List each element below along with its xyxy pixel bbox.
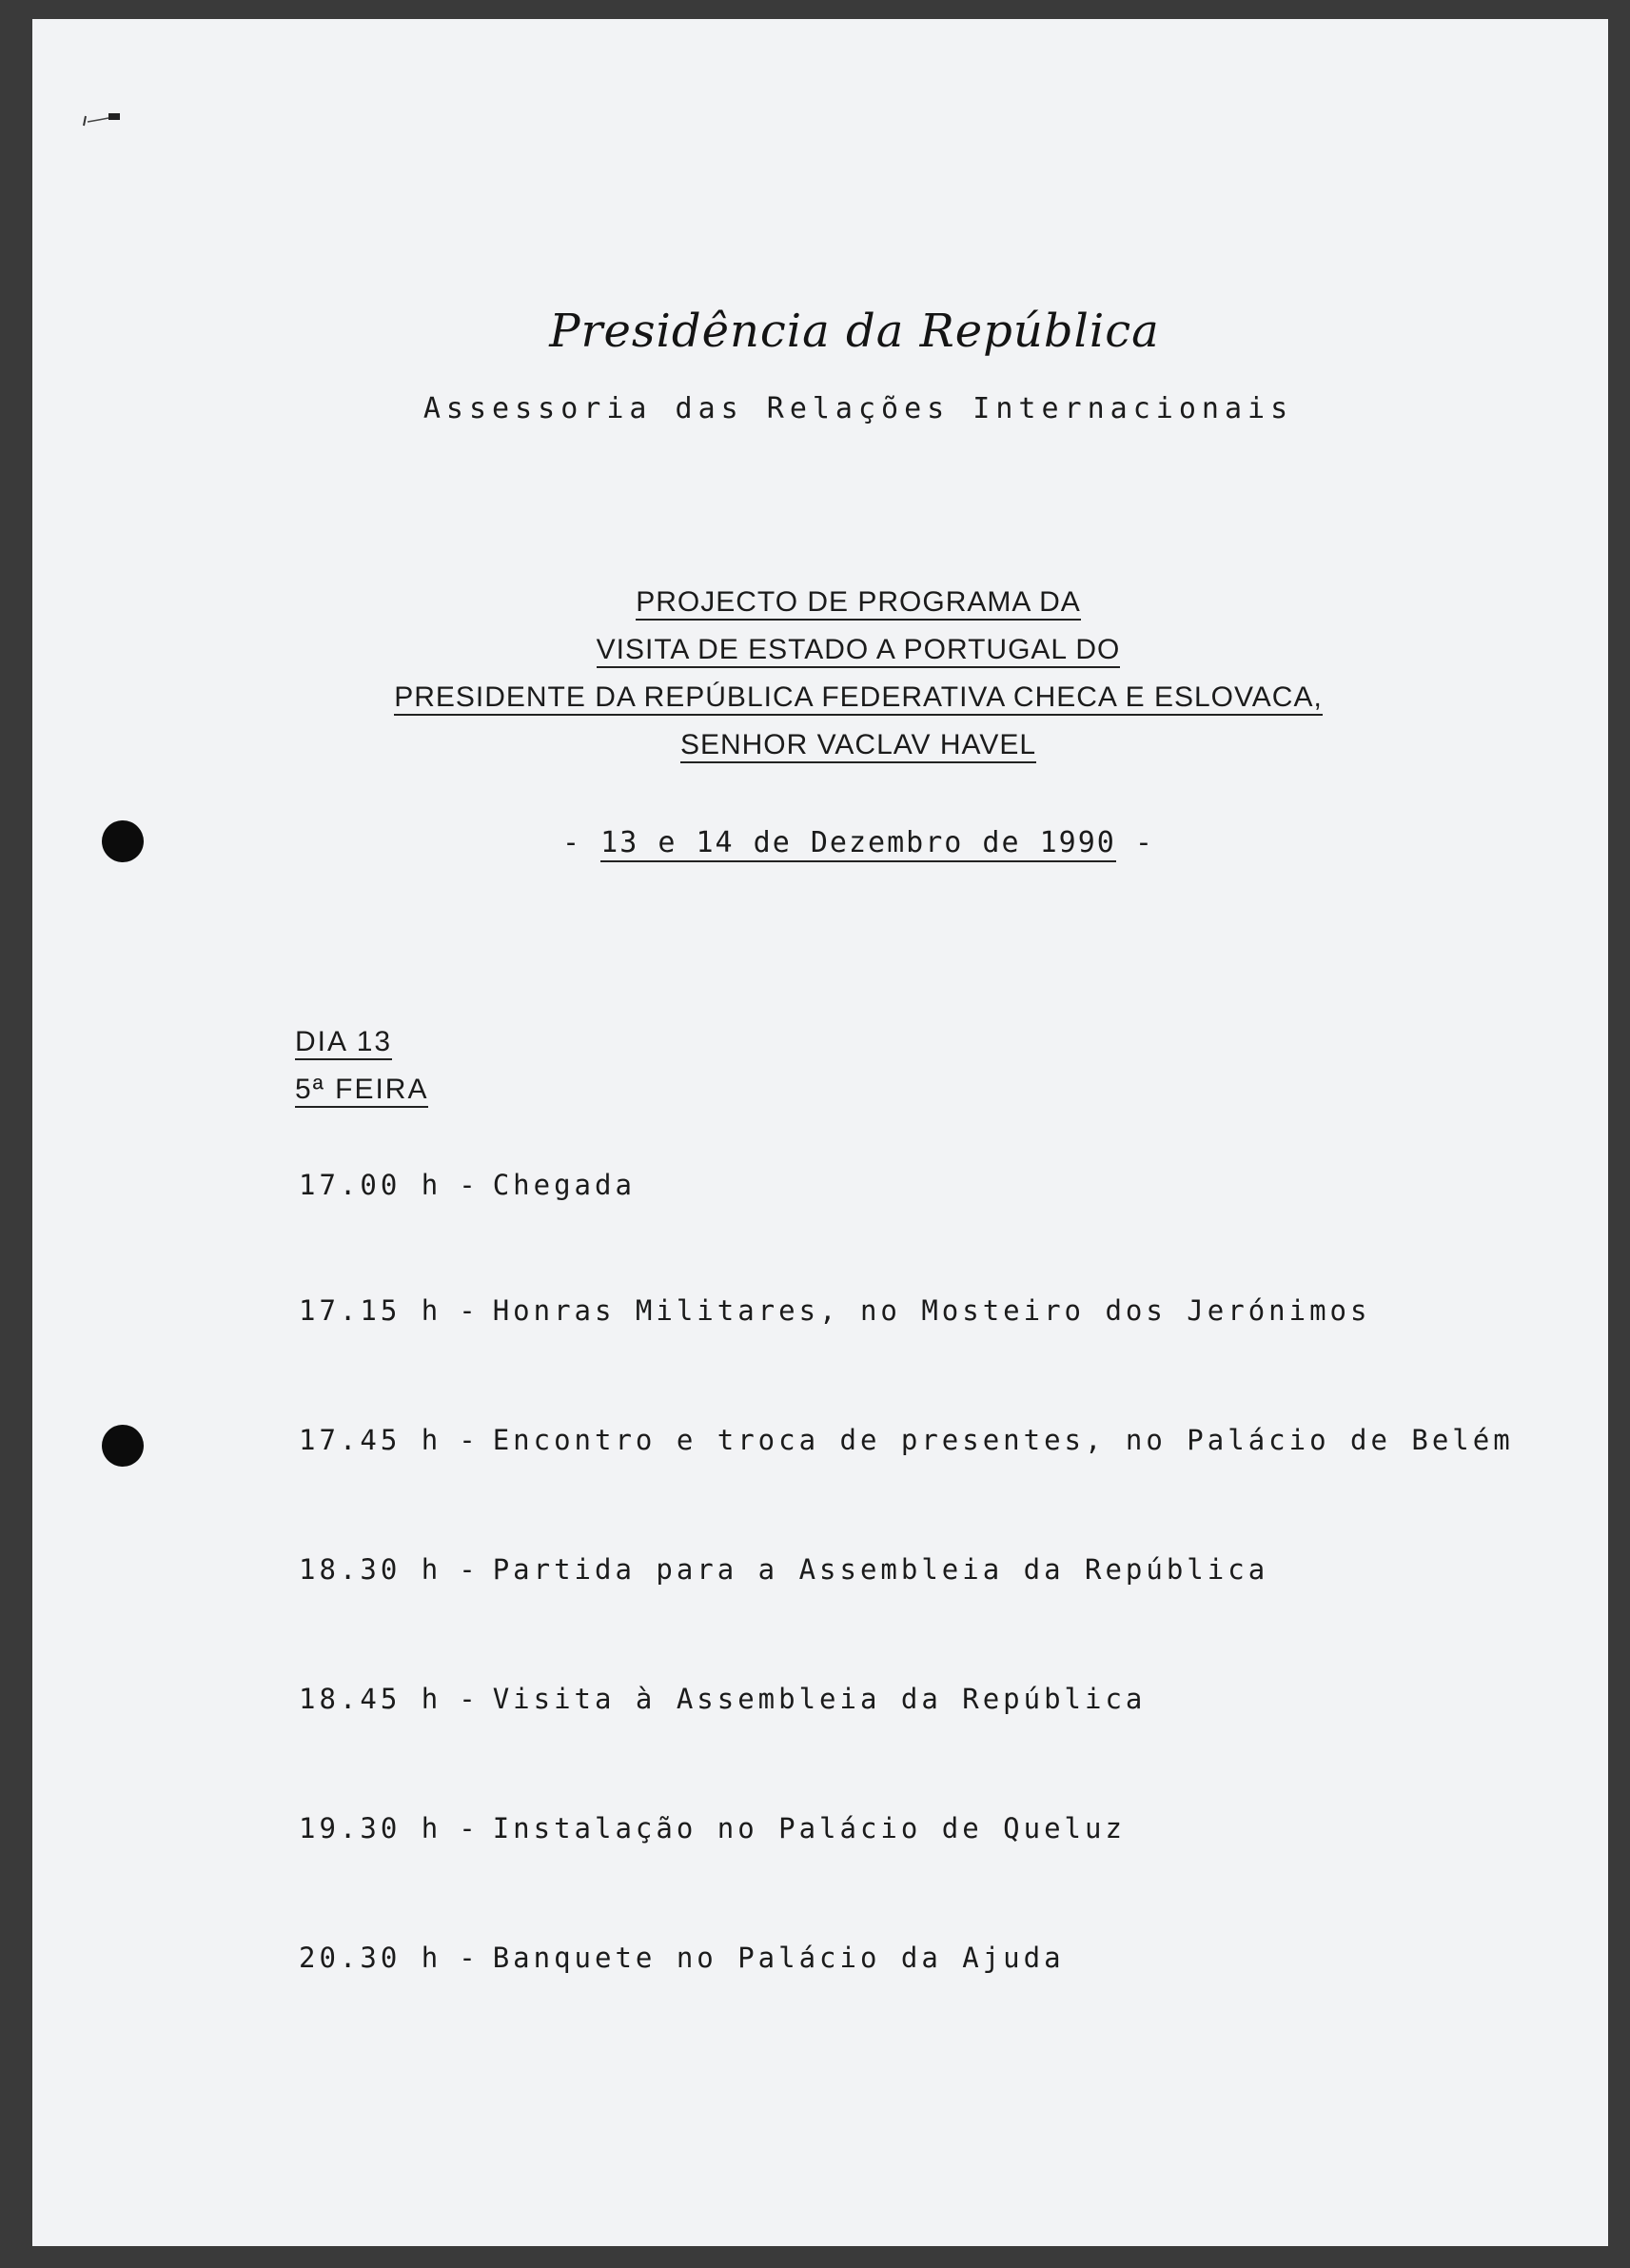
- letterhead-department: Assessoria das Relações Internacionais: [422, 392, 1294, 425]
- schedule-time: 20.30 h: [299, 1942, 442, 1974]
- schedule-event: Visita à Assembleia da República: [492, 1683, 1147, 1715]
- schedule-time: 19.30 h: [299, 1812, 442, 1844]
- schedule-time: 17.00 h: [299, 1169, 442, 1201]
- schedule-time: 17.15 h: [299, 1294, 442, 1327]
- visit-dates: - 13 e 14 de Dezembro de 1990 -: [70, 826, 1630, 859]
- schedule-event: Partida para a Assembleia da República: [492, 1553, 1269, 1586]
- schedule-time: 18.45 h: [299, 1683, 442, 1715]
- schedule-event: Honras Militares, no Mosteiro dos Jerónimos: [492, 1294, 1371, 1327]
- title-line-3: PRESIDENTE DA REPÚBLICA FEDERATIVA CHECA E ESLOVACA,: [70, 681, 1630, 714]
- schedule-item: 18.45 h - Visita à Assembleia da República: [299, 1683, 1147, 1715]
- schedule-event: Encontro e troca de presentes, no Palácio de Belém: [492, 1424, 1514, 1456]
- schedule-item: 19.30 h - Instalação no Palácio de Queluz: [299, 1812, 1126, 1844]
- title-line-4: SENHOR VACLAV HAVEL: [70, 729, 1630, 761]
- day-weekday: 5ª FEIRA: [295, 1074, 428, 1106]
- title-line-2: VISITA DE ESTADO A PORTUGAL DO: [70, 634, 1630, 666]
- schedule-event: Banquete no Palácio da Ajuda: [492, 1942, 1065, 1974]
- schedule-item: 17.45 h - Encontro e troca de presentes, no Palácio de Belém: [299, 1424, 1514, 1456]
- schedule-event: Chegada: [492, 1169, 636, 1201]
- schedule-item: 20.30 h - Banquete no Palácio da Ajuda: [299, 1942, 1065, 1974]
- schedule-time: 18.30 h: [299, 1553, 442, 1586]
- schedule-item: 17.00 h - Chegada: [299, 1169, 636, 1201]
- ink-mark: [82, 108, 126, 129]
- document-page: [32, 19, 1608, 2246]
- letterhead-institution: Presidência da República: [549, 305, 1160, 358]
- schedule-item: 17.15 h - Honras Militares, no Mosteiro dos Jerónimos: [299, 1294, 1371, 1327]
- title-line-1: PROJECTO DE PROGRAMA DA: [70, 586, 1630, 619]
- day-label: DIA 13: [295, 1026, 392, 1058]
- schedule-time: 17.45 h: [299, 1424, 442, 1456]
- punch-hole: [102, 1425, 144, 1467]
- schedule-event: Instalação no Palácio de Queluz: [492, 1812, 1126, 1844]
- schedule-item: 18.30 h - Partida para a Assembleia da República: [299, 1553, 1269, 1586]
